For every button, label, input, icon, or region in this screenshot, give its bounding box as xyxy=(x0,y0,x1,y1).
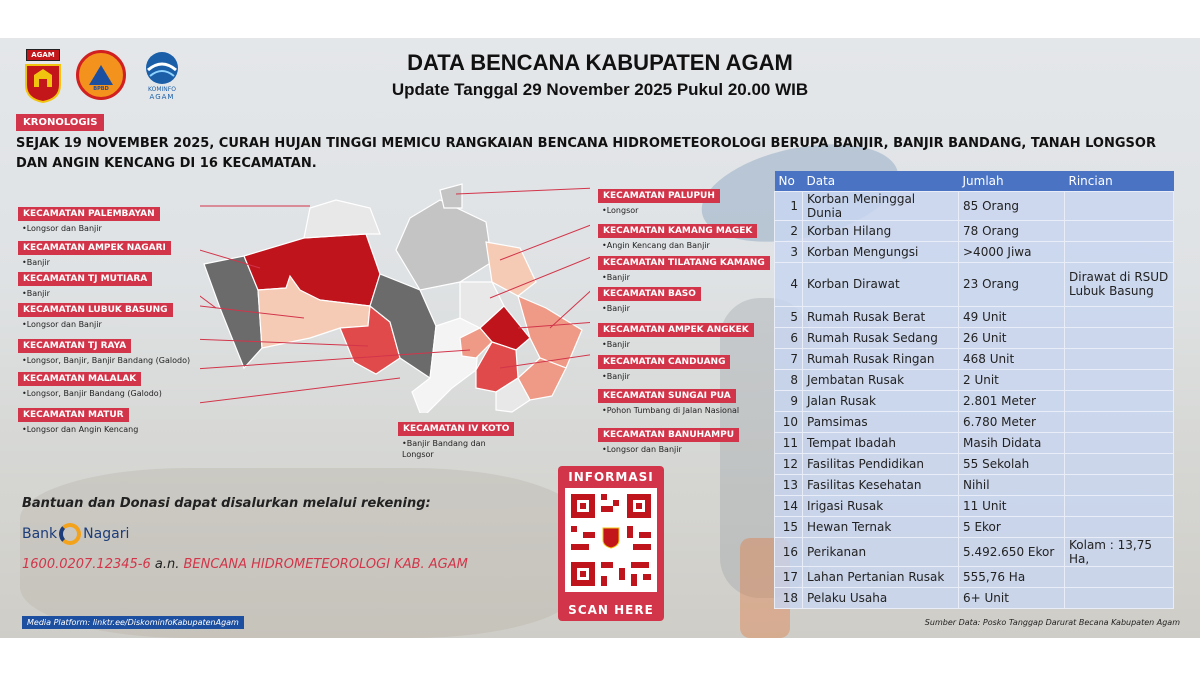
cell-jumlah: 78 Orang xyxy=(959,220,1065,241)
cell-jumlah: 23 Orang xyxy=(959,262,1065,306)
cell-data: Rumah Rusak Ringan xyxy=(803,348,959,369)
cell-jumlah: 26 Unit xyxy=(959,327,1065,348)
cell-data: Fasilitas Pendidikan xyxy=(803,453,959,474)
cell-jumlah: Masih Didata xyxy=(959,432,1065,453)
account-info xyxy=(22,557,468,572)
cell-no: 6 xyxy=(775,327,803,348)
kecamatan-baso xyxy=(598,281,798,314)
table-row xyxy=(775,262,1174,306)
kecamatan-palupuh xyxy=(598,183,798,216)
cell-jumlah: 55 Sekolah xyxy=(959,453,1065,474)
cell-jumlah: >4000 Jiwa xyxy=(959,241,1065,262)
kecamatan-desc: • Pohon Tumbang di Jalan Nasional xyxy=(598,405,798,416)
kecamatan-name: KECAMATAN TJ RAYA xyxy=(18,339,131,353)
kecamatan-canduang xyxy=(598,349,798,382)
cell-rincian: Kolam : 13,75 Ha, xyxy=(1065,537,1174,566)
bank-nagari-logo xyxy=(22,523,129,545)
kecamatan-desc: • Banjir xyxy=(598,339,798,350)
table-row xyxy=(775,474,1174,495)
table-row xyxy=(775,369,1174,390)
data-source: Sumber Data: Posko Tanggap Darurat Becana Kabupaten Agam xyxy=(924,618,1180,627)
cell-jumlah: 2 Unit xyxy=(959,369,1065,390)
header-data: Data xyxy=(803,171,959,191)
bpbd-logo xyxy=(76,50,126,92)
kecamatan-desc: • Banjir xyxy=(598,272,798,283)
cell-rincian xyxy=(1065,327,1174,348)
table-row xyxy=(775,453,1174,474)
cell-no: 11 xyxy=(775,432,803,453)
cell-no: 13 xyxy=(775,474,803,495)
kecamatan-desc: • Longsor dan Angin Kencang xyxy=(18,424,218,435)
kecamatan-desc: • Angin Kencang dan Banjir xyxy=(598,240,798,251)
kecamatan-malalak xyxy=(18,366,218,399)
cell-no: 1 xyxy=(775,191,803,220)
cell-data: Perikanan xyxy=(803,537,959,566)
map-region-palupuh-north xyxy=(440,184,462,208)
kecamatan-banuhampu xyxy=(598,422,798,455)
kecamatan-kamang-magek xyxy=(598,218,798,251)
kominfo-logo-bottom: AGAM xyxy=(149,93,175,101)
cell-rincian xyxy=(1065,566,1174,587)
table-row xyxy=(775,306,1174,327)
cell-data: Tempat Ibadah xyxy=(803,432,959,453)
kominfo-logo-top: KOMINFO xyxy=(148,86,176,93)
kecamatan-name: KECAMATAN KAMANG MAGEK xyxy=(598,224,757,238)
kecamatan-name: KECAMATAN CANDUANG xyxy=(598,355,730,369)
qr-top-label: INFORMASI xyxy=(568,470,654,484)
cell-no: 4 xyxy=(775,262,803,306)
kecamatan-desc: • Banjir xyxy=(18,257,218,268)
kecamatan-name: KECAMATAN SUNGAI PUA xyxy=(598,389,736,403)
cell-no: 15 xyxy=(775,516,803,537)
page-title: DATA BENCANA KABUPATEN AGAM xyxy=(407,50,793,75)
media-platform-link[interactable]: Media Platform: linktr.ee/DiskominfoKabupatenAgam xyxy=(22,616,244,629)
cell-data: Pelaku Usaha xyxy=(803,587,959,608)
cell-jumlah: Nihil xyxy=(959,474,1065,495)
cell-no: 3 xyxy=(775,241,803,262)
cell-data: Rumah Rusak Sedang xyxy=(803,327,959,348)
cell-jumlah: 49 Unit xyxy=(959,306,1065,327)
kronologis-badge: KRONOLOGIS xyxy=(16,114,104,131)
kecamatan-desc: • Banjir xyxy=(18,288,218,299)
account-name: BENCANA HIDROMETEOROLOGI KAB. AGAM xyxy=(183,557,468,572)
kecamatan-desc: • Longsor, Banjir Bandang (Galodo) xyxy=(18,388,218,399)
cell-rincian xyxy=(1065,474,1174,495)
kecamatan-tilatang-kamang xyxy=(598,250,798,283)
table-row xyxy=(775,537,1174,566)
map-region-palembayan xyxy=(304,200,380,238)
cell-data: Pamsimas xyxy=(803,411,959,432)
cell-rincian xyxy=(1065,587,1174,608)
cell-data: Fasilitas Kesehatan xyxy=(803,474,959,495)
qr-bottom-label: SCAN HERE xyxy=(568,603,654,617)
header-rincian: Rincian xyxy=(1065,171,1174,191)
donation-text: Bantuan dan Donasi dapat disalurkan melalui rekening: xyxy=(22,496,431,511)
cell-data: Hewan Ternak xyxy=(803,516,959,537)
cell-data: Rumah Rusak Berat xyxy=(803,306,959,327)
cell-data: Korban Meninggal Dunia xyxy=(803,191,959,220)
kecamatan-name: KECAMATAN TJ MUTIARA xyxy=(18,272,152,286)
cell-jumlah: 6.780 Meter xyxy=(959,411,1065,432)
kecamatan-ampek-nagari xyxy=(18,235,218,268)
district-map xyxy=(200,178,590,413)
cell-no: 16 xyxy=(775,537,803,566)
table-row xyxy=(775,432,1174,453)
page-subtitle: Update Tanggal 29 November 2025 Pukul 20.00 WIB xyxy=(391,80,809,99)
table-row xyxy=(775,390,1174,411)
cell-rincian xyxy=(1065,241,1174,262)
kecamatan-ampek-angkek xyxy=(598,317,798,350)
cell-rincian xyxy=(1065,411,1174,432)
cell-data: Jalan Rusak xyxy=(803,390,959,411)
cell-no: 9 xyxy=(775,390,803,411)
cell-no: 10 xyxy=(775,411,803,432)
kecamatan-desc: • Longsor, Banjir, Banjir Bandang (Galodo) xyxy=(18,355,218,366)
cell-no: 5 xyxy=(775,306,803,327)
header-no: No xyxy=(775,171,803,191)
cell-data: Korban Hilang xyxy=(803,220,959,241)
cell-data: Jembatan Rusak xyxy=(803,369,959,390)
account-an-label: a.n. xyxy=(154,557,180,572)
kecamatan-name: KECAMATAN MALALAK xyxy=(18,372,141,386)
kronologis-text: SEJAK 19 NOVEMBER 2025, CURAH HUJAN TINGGI MEMICU RANGKAIAN BENCANA HIDROMETEOROLOGI BERUPA BANJIR, BANJIR BANDANG, TANAH LONGSOR DAN ANGIN KENCANG DI 16 KECAMATAN. xyxy=(16,136,1156,171)
kecamatan-desc: • Banjir Bandang dan Longsor xyxy=(398,438,518,460)
cell-no: 2 xyxy=(775,220,803,241)
table-row xyxy=(775,587,1174,608)
bank-swirl-icon xyxy=(59,523,81,545)
kecamatan-desc: • Longsor dan Banjir xyxy=(18,319,218,330)
kecamatan-name: KECAMATAN MATUR xyxy=(18,408,129,422)
kecamatan-desc: • Banjir xyxy=(598,371,798,382)
table-row xyxy=(775,566,1174,587)
cell-jumlah: 11 Unit xyxy=(959,495,1065,516)
cell-data: Korban Mengungsi xyxy=(803,241,959,262)
kecamatan-name: KECAMATAN PALUPUH xyxy=(598,189,720,203)
cell-jumlah: 468 Unit xyxy=(959,348,1065,369)
cell-no: 7 xyxy=(775,348,803,369)
cell-rincian xyxy=(1065,432,1174,453)
agam-logo xyxy=(24,49,62,103)
table-row xyxy=(775,191,1174,220)
cell-rincian xyxy=(1065,369,1174,390)
cell-data: Lahan Pertanian Rusak xyxy=(803,566,959,587)
cell-jumlah: 85 Orang xyxy=(959,191,1065,220)
cell-jumlah: 555,76 Ha xyxy=(959,566,1065,587)
cell-rincian xyxy=(1065,516,1174,537)
table-row xyxy=(775,327,1174,348)
cell-no: 12 xyxy=(775,453,803,474)
kecamatan-desc: • Longsor xyxy=(598,205,798,216)
kecamatan-sungai-pua xyxy=(598,383,798,416)
bank-name-left: Bank xyxy=(22,526,58,542)
kecamatan-name: KECAMATAN PALEMBAYAN xyxy=(18,207,160,221)
table-header-row xyxy=(775,171,1174,191)
header-jumlah: Jumlah xyxy=(959,171,1065,191)
agam-shield-icon xyxy=(24,63,62,103)
cell-jumlah: 5 Ekor xyxy=(959,516,1065,537)
table-row xyxy=(775,516,1174,537)
cell-no: 18 xyxy=(775,587,803,608)
bpbd-logo-label: BPBD xyxy=(93,86,109,92)
cell-no: 17 xyxy=(775,566,803,587)
cell-data: Irigasi Rusak xyxy=(803,495,959,516)
kecamatan-name: KECAMATAN AMPEK NAGARI xyxy=(18,241,171,255)
kecamatan-palembayan xyxy=(18,201,218,234)
cell-jumlah: 6+ Unit xyxy=(959,587,1065,608)
cell-rincian xyxy=(1065,348,1174,369)
kecamatan-lubuk-basung xyxy=(18,297,218,330)
cell-jumlah: 2.801 Meter xyxy=(959,390,1065,411)
cell-rincian xyxy=(1065,453,1174,474)
map-region-palupuh xyxy=(396,200,492,290)
infographic-poster xyxy=(0,38,1200,638)
table-row xyxy=(775,348,1174,369)
table-row xyxy=(775,411,1174,432)
cell-rincian xyxy=(1065,495,1174,516)
account-number: 1600.0207.12345-6 xyxy=(22,557,151,572)
kominfo-logo xyxy=(140,50,184,101)
cell-rincian xyxy=(1065,390,1174,411)
kominfo-globe-icon xyxy=(140,50,184,86)
background-debris xyxy=(20,468,580,638)
cell-rincian xyxy=(1065,220,1174,241)
bpbd-emblem-icon xyxy=(76,50,126,100)
cell-no: 8 xyxy=(775,369,803,390)
table-row xyxy=(775,220,1174,241)
kecamatan-desc: • Longsor dan Banjir xyxy=(18,223,218,234)
kecamatan-desc: • Banjir xyxy=(598,303,798,314)
table-row xyxy=(775,241,1174,262)
qr-code-icon[interactable] xyxy=(565,488,657,592)
kecamatan-name: KECAMATAN LUBUK BASUNG xyxy=(18,303,173,317)
kecamatan-tj-raya xyxy=(18,333,218,366)
agam-logo-label: AGAM xyxy=(26,49,60,61)
cell-rincian xyxy=(1065,191,1174,220)
table-row xyxy=(775,495,1174,516)
qr-info-box[interactable] xyxy=(558,466,664,621)
bank-name-right: Nagari xyxy=(83,526,130,542)
cell-no: 14 xyxy=(775,495,803,516)
cell-rincian xyxy=(1065,306,1174,327)
kecamatan-matur xyxy=(18,402,218,435)
data-table xyxy=(774,171,1174,609)
kecamatan-name: KECAMATAN BANUHAMPU xyxy=(598,428,739,442)
kecamatan-tj-mutiara xyxy=(18,266,218,299)
kecamatan-iv-koto xyxy=(398,416,518,460)
kecamatan-name: KECAMATAN AMPEK ANGKEK xyxy=(598,323,754,337)
cell-jumlah: 5.492.650 Ekor xyxy=(959,537,1065,566)
cell-data: Korban Dirawat xyxy=(803,262,959,306)
kecamatan-name: KECAMATAN BASO xyxy=(598,287,701,301)
kecamatan-desc: • Longsor dan Banjir xyxy=(598,444,798,455)
kecamatan-name: KECAMATAN IV KOTO xyxy=(398,422,514,436)
cell-rincian: Dirawat di RSUD Lubuk Basung xyxy=(1065,262,1174,306)
kecamatan-name: KECAMATAN TILATANG KAMANG xyxy=(598,256,770,270)
